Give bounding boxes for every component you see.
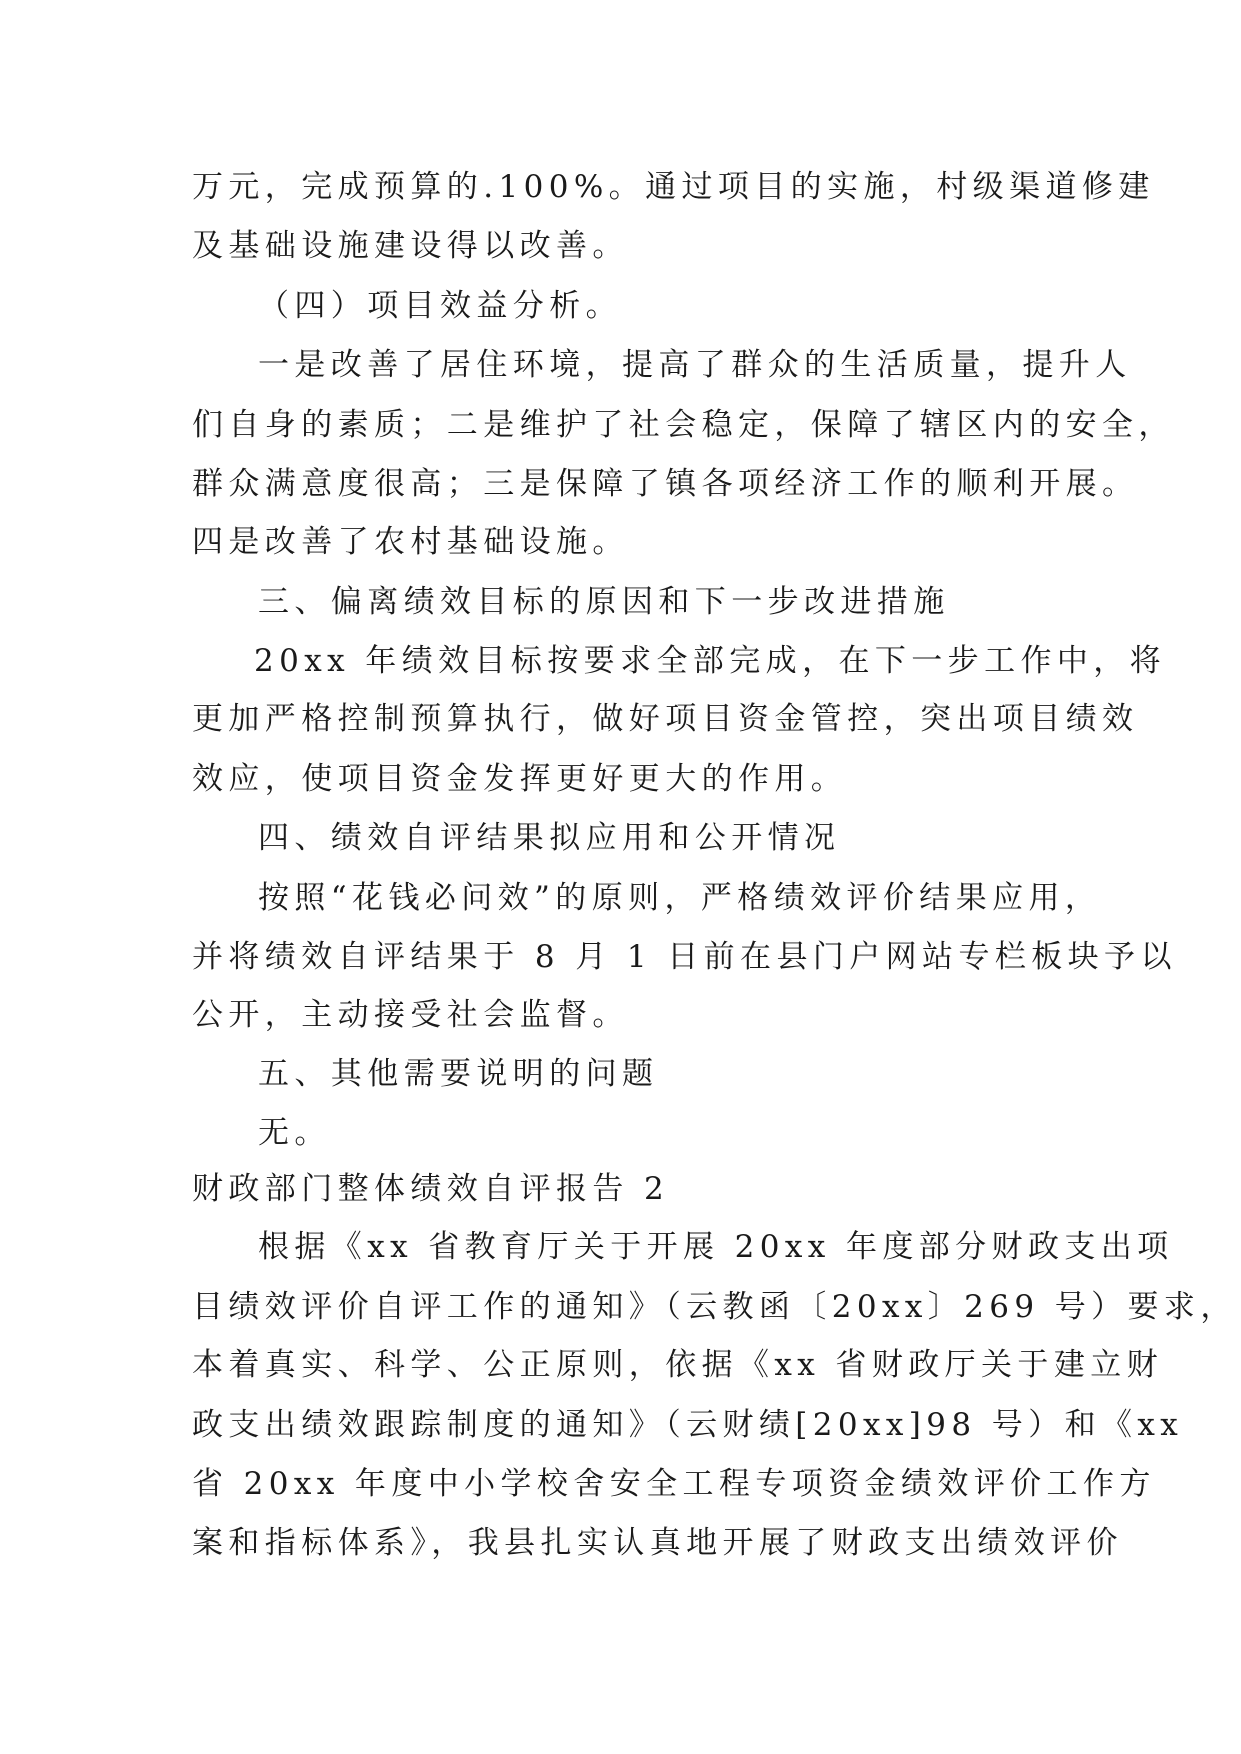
paragraph-line: 政支出绩效跟踪制度的通知》（云财绩[20xx]98 号）和《xx	[192, 1407, 1184, 1443]
paragraph-line: 无。	[258, 1115, 331, 1151]
paragraph-line: 四是改善了农村基础设施。	[192, 524, 629, 560]
paragraph-line: 按照“花钱必问效”的原则，严格绩效评价结果应用，	[258, 880, 1102, 916]
paragraph-line: 公开，主动接受社会监督。	[192, 997, 629, 1033]
paragraph-line: 群众满意度很高；三是保障了镇各项经济工作的顺利开展。	[192, 466, 1139, 502]
section-heading: 五、其他需要说明的问题	[258, 1056, 659, 1092]
paragraph-line: 更加严格控制预算执行，做好项目资金管控，突出项目绩效	[192, 701, 1139, 737]
paragraph-line: 效应，使项目资金发挥更好更大的作用。	[192, 761, 848, 797]
paragraph-line: 目绩效评价自评工作的通知》（云教函〔20xx〕269 号）要求，	[192, 1289, 1237, 1325]
paragraph-line: 一是改善了居住环境，提高了群众的生活质量，提升人	[258, 347, 1132, 383]
section-subheading: （四）项目效益分析。	[258, 288, 622, 324]
paragraph-line: 们自身的素质；二是维护了社会稳定，保障了辖区内的安全，	[192, 407, 1175, 443]
paragraph-line: 20xx 年绩效目标按要求全部完成，在下一步工作中，将	[254, 643, 1167, 679]
section-heading: 三、偏离绩效目标的原因和下一步改进措施	[258, 584, 950, 620]
paragraph-line: 并将绩效自评结果于 8 月 1 日前在县门户网站专栏板块予以	[192, 939, 1177, 975]
document-title: 财政部门整体绩效自评报告 2	[192, 1171, 670, 1207]
paragraph-line: 案和指标体系》，我县扎实认真地开展了财政支出绩效评价	[192, 1525, 1123, 1561]
paragraph-line: 本着真实、科学、公正原则，依据《xx 省财政厅关于建立财	[192, 1347, 1164, 1383]
paragraph-line: 万元，完成预算的.100%。通过项目的实施，村级渠道修建	[192, 169, 1155, 205]
paragraph-line: 及基础设施建设得以改善。	[192, 228, 629, 264]
paragraph-line: 省 20xx 年度中小学校舍安全工程专项资金绩效评价工作方	[192, 1466, 1156, 1502]
section-heading: 四、绩效自评结果拟应用和公开情况	[258, 820, 841, 856]
paragraph-line: 根据《xx 省教育厅关于开展 20xx 年度部分财政支出项	[258, 1229, 1174, 1265]
